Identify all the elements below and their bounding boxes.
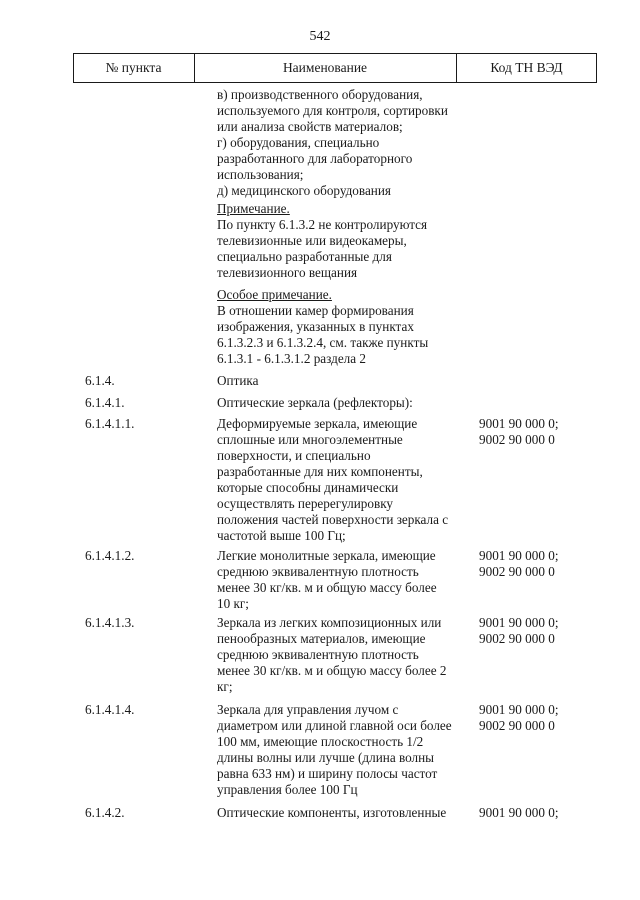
note-block <box>217 201 470 281</box>
header-col-code: Код ТН ВЭД <box>490 60 563 75</box>
row-name <box>217 395 470 411</box>
note-title: Примечание. <box>217 201 290 216</box>
row-name <box>217 373 470 389</box>
row-name-line: длины волны или лучше (длина волны <box>217 750 435 765</box>
row-name-line: пенообразных материалов, имеющие <box>217 631 426 646</box>
special-note-title: Особое примечание. <box>217 287 332 302</box>
row-name-line: поверхности, и специально <box>217 448 371 463</box>
continuation-text <box>217 87 470 199</box>
row-code-line: 9001 90 000 0; <box>479 548 559 563</box>
row-name-line: сплошные или многоэлементные <box>217 432 403 447</box>
row-code-line: 9001 90 000 0; <box>479 805 559 820</box>
row-name-line: менее 30 кг/кв. м и общую массу более 2 <box>217 663 447 678</box>
continuation-line: разработанного для лабораторного <box>217 151 413 166</box>
row-name <box>217 548 470 612</box>
row-name <box>217 702 470 798</box>
special-note-line: 6.1.3.2.3 и 6.1.3.2.4, см. также пункты <box>217 335 429 350</box>
page-number: 542 <box>309 29 331 44</box>
row-name-line: равна 633 нм) и ширину полосы частот <box>217 766 438 781</box>
special-note-line: В отношении камер формирования <box>217 303 414 318</box>
row-code-line: 9002 90 000 0 <box>479 718 555 733</box>
row-code <box>479 416 594 448</box>
row-name-line: 10 кг; <box>217 596 249 611</box>
special-note-line: 6.1.3.1 - 6.1.3.1.2 раздела 2 <box>217 351 367 366</box>
row-code <box>479 548 594 580</box>
row-name-line: Зеркала из легких композиционных или <box>217 615 442 630</box>
row-code-line: 9001 90 000 0; <box>479 702 559 717</box>
row-name-line: Оптика <box>217 373 259 388</box>
continuation-line: используемого для контроля, сортировки <box>217 103 448 118</box>
row-number: 6.1.4.1.4. <box>85 702 135 717</box>
header-col-number: № пункта <box>105 60 162 75</box>
continuation-line: использования; <box>217 167 304 182</box>
row-name <box>217 615 470 695</box>
row-number: 6.1.4. <box>85 373 115 388</box>
note-line: телевизионного вещания <box>217 265 358 280</box>
continuation-line: в) производственного оборудования, <box>217 87 423 102</box>
special-note-block <box>217 287 470 367</box>
row-name-line: частотой выше 100 Гц; <box>217 528 346 543</box>
row-code-line: 9002 90 000 0 <box>479 432 555 447</box>
row-code-line: 9002 90 000 0 <box>479 564 555 579</box>
row-name-line: управления более 100 Гц <box>217 782 358 797</box>
row-number: 6.1.4.2. <box>85 805 125 820</box>
note-line: специально разработанные для <box>217 249 392 264</box>
note-line: По пункту 6.1.3.2 не контролируются <box>217 217 428 232</box>
row-name-line: 100 мм, имеющие плоскостность 1/2 <box>217 734 424 749</box>
row-name-line: Легкие монолитные зеркала, имеющие <box>217 548 436 563</box>
header-bottom-border <box>73 82 597 83</box>
note-line: телевизионные или видеокамеры, <box>217 233 407 248</box>
header-top-border <box>73 53 597 54</box>
row-name-line: среднюю эквивалентную плотность <box>217 564 419 579</box>
row-name-line: диаметром или длиной главной оси более <box>217 718 452 733</box>
row-name-line: осуществлять перерегулировку <box>217 496 394 511</box>
row-name <box>217 416 470 544</box>
row-name-line: Оптические компоненты, изготовленные <box>217 805 447 820</box>
table-header <box>73 53 597 83</box>
row-name-line: менее 30 кг/кв. м и общую массу более <box>217 580 437 595</box>
header-col-name: Наименование <box>282 60 368 75</box>
continuation-line: г) оборудования, специально <box>217 135 380 150</box>
row-name <box>217 805 470 821</box>
row-name-line: среднюю эквивалентную плотность <box>217 647 419 662</box>
row-code <box>479 805 594 821</box>
row-name-line: которые способны динамически <box>217 480 399 495</box>
row-name-line: кг; <box>217 679 233 694</box>
row-code <box>479 702 594 734</box>
continuation-line: или анализа свойств материалов; <box>217 119 403 134</box>
row-code-line: 9002 90 000 0 <box>479 631 555 646</box>
row-code <box>479 615 594 647</box>
row-name-line: положения частей поверхности зеркала с <box>217 512 449 527</box>
row-number: 6.1.4.1. <box>85 395 125 410</box>
row-number: 6.1.4.1.2. <box>85 548 135 563</box>
row-number: 6.1.4.1.3. <box>85 615 135 630</box>
row-code-line: 9001 90 000 0; <box>479 615 559 630</box>
continuation-line: д) медицинского оборудования <box>217 183 391 198</box>
row-name-line: разработанные для них компоненты, <box>217 464 423 479</box>
row-name-line: Оптические зеркала (рефлекторы): <box>217 395 413 410</box>
row-name-line: Деформируемые зеркала, имеющие <box>217 416 418 431</box>
row-code-line: 9001 90 000 0; <box>479 416 559 431</box>
row-number: 6.1.4.1.1. <box>85 416 135 431</box>
special-note-line: изображения, указанных в пунктах <box>217 319 414 334</box>
row-name-line: Зеркала для управления лучом с <box>217 702 399 717</box>
